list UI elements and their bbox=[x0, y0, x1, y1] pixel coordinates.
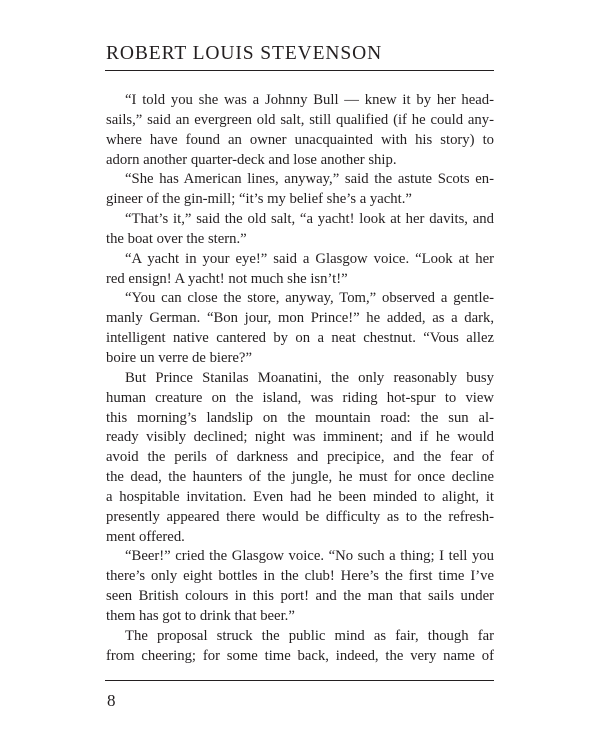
text-line: sails,” said an evergreen old salt, still qualified (if he could any- bbox=[106, 111, 494, 128]
text-line: the dead, the haunters of the jungle, he must for once decline bbox=[106, 469, 494, 486]
page-number: 8 bbox=[107, 691, 116, 710]
paragraph bbox=[106, 210, 494, 250]
paragraph bbox=[106, 627, 494, 667]
text-line: there’s only eight bottles in the club! Here’s the first time I’ve bbox=[106, 568, 494, 585]
text-line: “She has American lines, anyway,” said the astute Scots en- bbox=[125, 171, 494, 188]
text-line: them has got to drink that beer.” bbox=[106, 607, 295, 624]
text-line: intelligent native cantered by on a neat chestnut. “Vous allez bbox=[106, 330, 494, 347]
text-line: “A yacht in your eye!” said a Glasgow voice. “Look at her bbox=[125, 250, 494, 267]
text-line: human creature on the island, was riding hot-spur to view bbox=[106, 389, 494, 406]
paragraph bbox=[106, 289, 494, 368]
text-line: adorn another quarter-deck and lose another ship. bbox=[106, 151, 397, 168]
text-line: ment offered. bbox=[106, 528, 185, 545]
text-line: “You can close the store, anyway, Tom,” observed a gentle- bbox=[125, 290, 494, 307]
header-rule bbox=[105, 70, 494, 71]
text-line: red ensign! A yacht! not much she isn’t!” bbox=[106, 270, 348, 287]
text-line: ready visibly declined; night was imminent; and if he would bbox=[106, 429, 494, 446]
running-head: ROBERT LOUIS STEVENSON bbox=[106, 43, 383, 64]
text-line: boire un verre de biere?” bbox=[106, 349, 252, 366]
paragraph bbox=[106, 91, 494, 170]
text-line: manly German. “Bon jour, mon Prince!” he added, as a dark, bbox=[106, 310, 494, 327]
paragraph bbox=[106, 369, 494, 548]
text-line: “That’s it,” said the old salt, “a yacht! look at her davits, and bbox=[125, 211, 494, 228]
text-line: The proposal struck the public mind as fair, though far bbox=[125, 627, 494, 644]
text-line: But Prince Stanilas Moanatini, the only reasonably busy bbox=[125, 369, 494, 386]
body-text bbox=[106, 91, 494, 666]
text-line: this morning’s landslip on the mountain road: the sun al- bbox=[106, 409, 494, 426]
text-line: “Beer!” cried the Glasgow voice. “No such a thing; I tell you bbox=[125, 548, 494, 565]
paragraph bbox=[106, 250, 494, 290]
text-line: gineer of the gin-mill; “it’s my belief she’s a yacht.” bbox=[106, 191, 412, 208]
text-line: avoid the perils of darkness and precipice, and the fear of bbox=[106, 449, 494, 466]
paragraph bbox=[106, 170, 494, 210]
text-line: presently appeared there would be difficulty as to the refresh- bbox=[106, 508, 494, 525]
text-line: where have found an owner unacquainted with his story) to bbox=[106, 131, 494, 148]
text-line: a hospitable invitation. Even had he been minded to alight, it bbox=[106, 488, 494, 505]
text-line: the boat over the stern.” bbox=[106, 230, 247, 247]
text-line: from cheering; for some time back, indeed, the very name of bbox=[106, 647, 494, 664]
paragraph bbox=[106, 547, 494, 626]
footer-rule bbox=[105, 680, 494, 681]
text-line: “I told you she was a Johnny Bull — knew it by her head- bbox=[125, 92, 494, 108]
text-line: seen British colours in this port! and the man that sails under bbox=[106, 588, 494, 605]
